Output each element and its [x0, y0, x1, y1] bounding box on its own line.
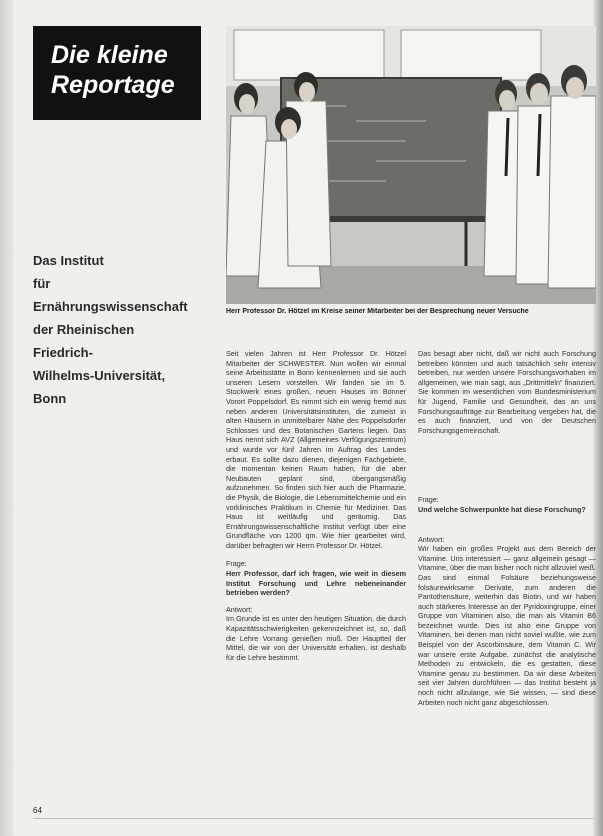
- answer-text: Wir haben ein großes Projekt aus dem Bereich der Vitamine. Uns interessiert — ganz allgemein gesagt — Vitamine, über die man bisher noch nicht allzuviel weiß. Das sind einmal Folsäure beziehungsweise folsäurewirksame Derivate, zum anderen die Pantothensäure, weiterhin das Biotin, und wir haben auch stärkeres Interesse an der Pyridoxingruppe, einer Gruppe von Vitaminen also, die man als Vitamin B6 bezeichnet wurde. Dies ist also eine Gruppe von Vitaminen, bei denen man nicht soviel wußte, wie zum Beispiel von der Ascorbinsäure, dem Vitamin C. Wir war unsere erste Aufgabe, zunächst die analytische Methoden zu entwickeln, die es gestatten, diese Vitamine genau zu bestimmen. Da wir diese Arbeiten seit vier Jahren durchführen — das Institut besteht ja noch nicht allzulange, wie Sie wissen, — sind diese Arbeiten noch nicht ganz abgeschlossen.: [418, 544, 596, 707]
- section-title-line2: Reportage: [51, 71, 175, 99]
- institute-line: Bonn: [33, 391, 67, 406]
- page-gutter-shadow: [0, 0, 14, 836]
- photo-caption: Herr Professor Dr. Hötzel im Kreise seiner Mitarbeiter bei der Besprechung neuer Versuche: [226, 308, 529, 315]
- page-number: 64: [33, 806, 42, 815]
- institute-line: Das Institut: [33, 253, 104, 268]
- question-text: Herr Professor, darf ich fragen, wie weit in diesem Institut Forschung und Lehre nebeneinander betrieben werden?: [226, 569, 406, 598]
- answer-text: Im Grunde ist es unter den heutigen Situation, die durch Kapazitätsschwierigkeiten gekennzeichnet ist, so, daß die Lehre Vorrang genießen muß. Der Hauptteil der Mittel, die wir von der Universität erhalten, ist deshalb für die Lehre bestimmt.: [226, 614, 406, 662]
- section-title-line1: Die kleine: [51, 41, 168, 69]
- question-label: Frage:: [418, 495, 439, 505]
- institute-line: Ernährungswissenschaft: [33, 299, 188, 314]
- article-paragraph: Seit vielen Jahren ist Herr Professor Dr. Hötzel Mitarbeiter der SCHWESTER. Nun wollen wir einmal seine Arbeitsstätte in Bonn kennenlernen und sie auch unseren Lesern vorstellen. Wir fanden sie im 5. Stockwerk eines großen, neuen Hauses im Bonner Vorort Poppelsdorf. Es nimmt sich ein wenig fremd aus neben anderen Universitätsinstituten, die zumeist in alten Häusern in unmittelbarer Nähe des Poppelsdorfer Schlosses und des Botanischen Gartens liegen. Das Haus nennt sich AVZ (Allgemeines Verfügungszentrum) und wurde vor fünf Jahren im Auftrag des Landes erbaut. Es sollte dazu dienen, diejenigen Fachgebiete, die momentan keinen Raum haben, für die aber Neubauten geplant sind, übergangsmäßig aufzunehmen. So finden sich hier auch die Pharmazie, die Physik, die Biologie, die Lebensmittelchemie und ein vorklinisches Praktikum in Chemie für Mediziner. Das Haus ist weitläufig und geräumig. Das Ernährungswissenschaftliche Institut verfügt über eine Grundfläche von 1200 qm. Wie hier gearbeitet wird, darüber befragten wir Herrn Professor Dr. Hötzel.: [226, 349, 406, 550]
- article-column-2: [418, 349, 596, 707]
- answer-label: Antwort:: [418, 534, 445, 544]
- institute-heading: [33, 249, 218, 410]
- question-label: Frage:: [226, 559, 247, 569]
- question-text: Und welche Schwerpunkte hat diese Forschung?: [418, 504, 586, 514]
- article-photo: [226, 26, 596, 304]
- article-column-1: [226, 349, 406, 662]
- institute-line: für: [33, 276, 51, 291]
- footer-divider: [33, 818, 593, 819]
- institute-line: der Rheinischen: [33, 322, 135, 337]
- institute-line: Wilhelms-Universität,: [33, 368, 166, 383]
- answer-label: Antwort:: [226, 604, 253, 614]
- photo-group-at-blackboard-icon: [226, 26, 596, 304]
- article-paragraph: Das besagt aber nicht, daß wir nicht auch Forschung betreiben könnten und auch tatsächlich sehr intensiv betreiben, nur werden unsere Forschungsvorhaben im allgemeinen, wie man sagt, aus „Drittmitteln“ finanziert. Sie kommen im wesentlichen vom Bundesministerium für Jugend, Familie und Gesundheit, das an uns Forschungsaufträge zur Bearbeitung vergeben hat, die es auch finanziert, und von der Deutschen Forschungsgemeinschaft.: [418, 349, 596, 435]
- section-title-box: [33, 26, 201, 120]
- institute-line: Friedrich-: [33, 345, 93, 360]
